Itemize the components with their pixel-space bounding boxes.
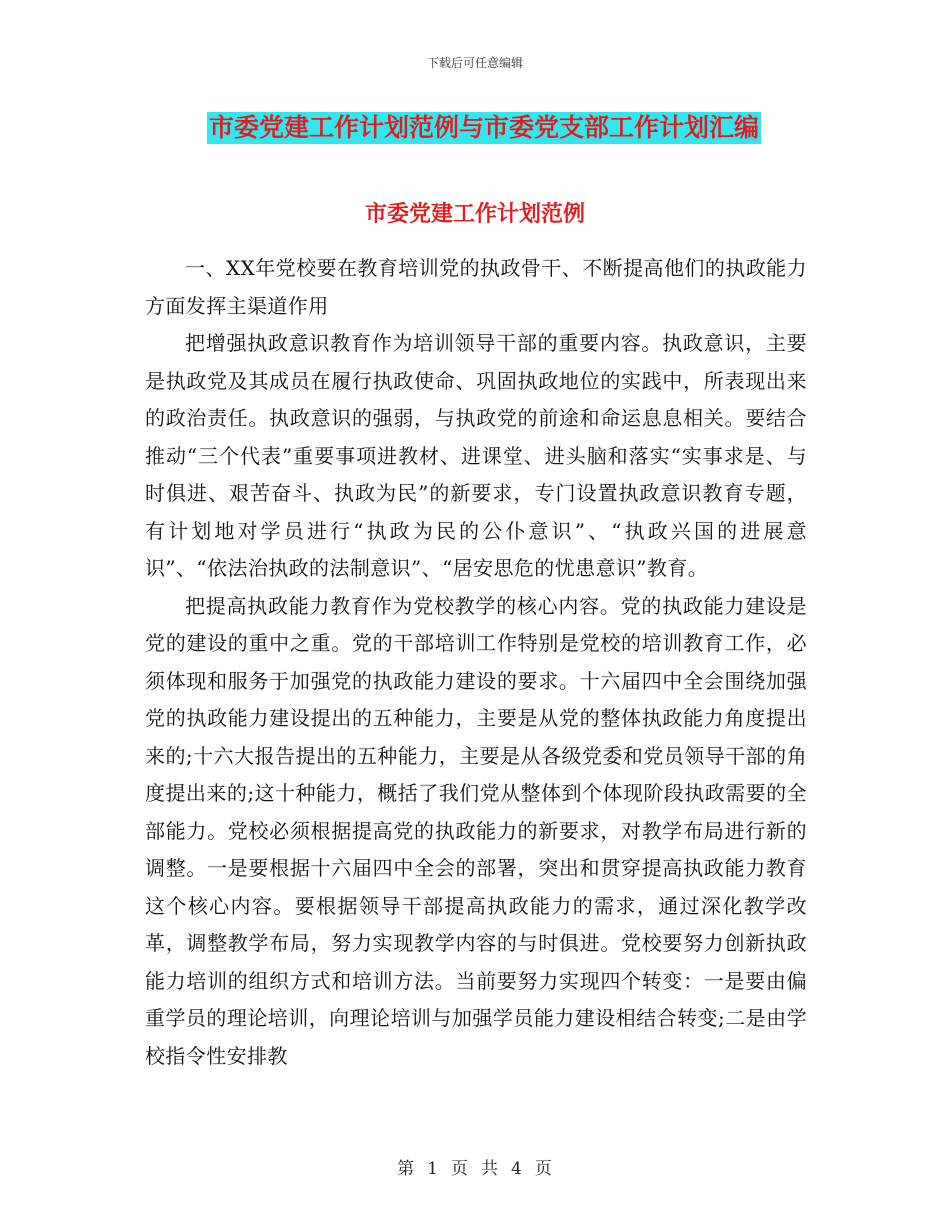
- paragraph-heading-one: 一、XX年党校要在教育培训党的执政骨干、不断提高他们的执政能力方面发挥主渠道作用: [145, 256, 807, 318]
- footer-current-page: 1: [427, 1159, 439, 1179]
- paragraph-governance-capability: 把提高执政能力教育作为党校教学的核心内容。党的执政能力建设是党的建设的重中之重。党的干部培训工作特别是党校的培训教育工作，必须体现和服务于加强党的执政能力建设的要求。十六届四中全会围绕加强党的执政能力建设提出的五种能力，主要是从党的整体执政能力角度提出来的;十六大报告提出的五种能力，主要是从各级党委和党员领导干部的角度提出来的;这十种能力，概括了我们党从整体到个体现阶段执政需要的全部能力。党校必须根据提高党的执政能力的新要求，对教学布局进行新的调整。一是要根据十六届四中全会的部署，突出和贯穿提高执政能力教育这个核心内容。要根据领导干部提高执政能力的需求，通过深化教学改革，调整教学布局，努力实现教学内容的与时俱进。党校要努力创新执政能力培训的组织方式和培训方法。当前要努力实现四个转变：一是要由偏重学员的理论培训，向理论培训与加强学员能力建设相结合转变;二是由学校指令性安排教: [145, 593, 807, 1068]
- footer-total-label: 共: [481, 1159, 499, 1179]
- footer-total-pages: 4: [511, 1159, 523, 1179]
- document-title: 市委党建工作计划范例与市委党支部工作计划汇编: [209, 113, 760, 142]
- footer-prefix: 第: [397, 1159, 416, 1179]
- page-header-note: 下载后可任意编辑: [426, 56, 523, 70]
- footer-suffix: 页: [534, 1159, 553, 1179]
- footer-page-label: 页: [451, 1159, 469, 1179]
- page-footer: [0, 1154, 950, 1179]
- section-title: 市委党建工作计划范例: [364, 202, 585, 227]
- paragraph-governance-awareness: 把增强执政意识教育作为培训领导干部的重要内容。执政意识，主要是执政党及其成员在履行执政使命、巩固执政地位的实践中，所表现出来的政治责任。执政意识的强弱，与执政党的前途和命运息息相关。要结合推动“三个代表”重要事项进教材、进课堂、进头脑和落实“实事求是、与时俱进、艰苦奋斗、执政为民”的新要求，专门设置执政意识教育专题，有计划地对学员进行“执政为民的公仆意识”、“执政兴国的进展意识”、“依法治执政的法制意识”、“居安思危的忧患意识”教育。: [145, 331, 807, 580]
- document-body: [145, 250, 807, 1075]
